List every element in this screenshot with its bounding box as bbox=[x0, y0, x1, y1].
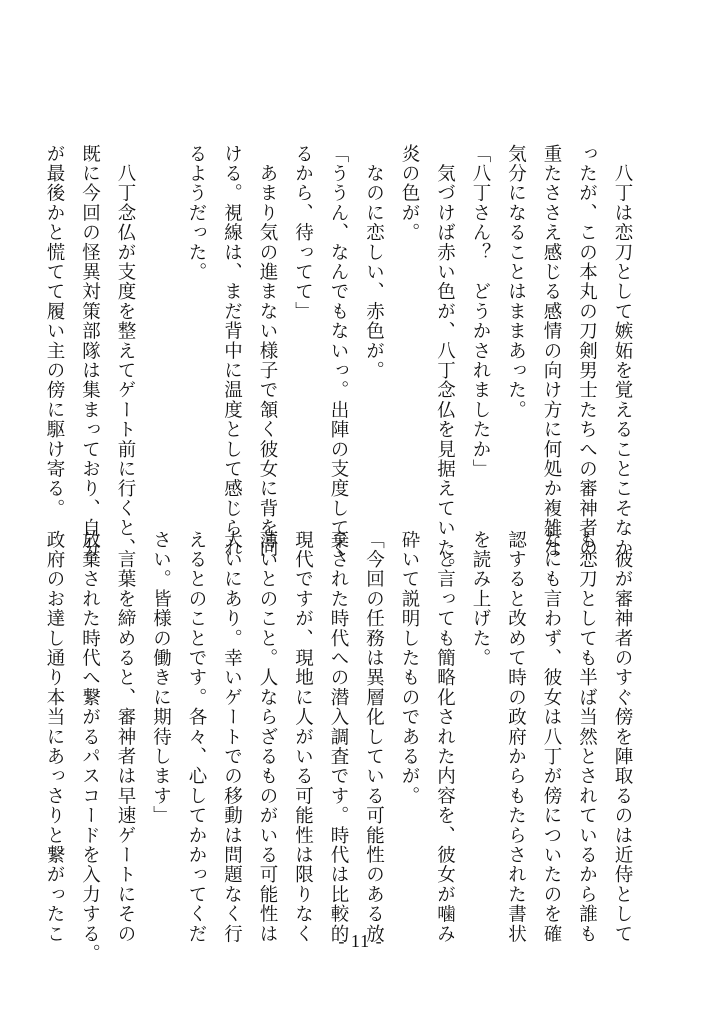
text-line: るから、待ってて」 bbox=[292, 144, 314, 322]
text-line: 言葉を締めると、審神者は早速ゲートにその bbox=[115, 530, 136, 944]
upper-text-block bbox=[44, 144, 640, 578]
text-line: 棄された時代への潜入調査です。時代は比較的 bbox=[328, 530, 349, 944]
text-line: 放棄された時代へ繋がるパスコードを入力する。 bbox=[79, 530, 101, 964]
text-line: 気づけば赤い色が、八丁念仏を見据えていた。 bbox=[434, 144, 456, 578]
text-line: 砕いて説明したものであるが。 bbox=[399, 530, 420, 806]
text-line bbox=[143, 144, 179, 506]
text-line: と言っても簡略化された内容を、彼女が噛み bbox=[434, 530, 456, 944]
text-line: 気分になることはままあった。 bbox=[505, 144, 527, 420]
text-line: ったが、この本丸の刀剣男士たちへの審神者の bbox=[576, 144, 598, 558]
text-line: 八丁は恋刀として嫉妬を覚えることこそなか bbox=[612, 144, 633, 558]
text-line: なのに恋しい、赤色が。 bbox=[363, 144, 385, 381]
text-line: 重たささえ感じる感情の向け方に何処か複雑な bbox=[541, 144, 562, 558]
text-line: あまり気の進まない様子で頷く彼女に背を向 bbox=[257, 144, 278, 558]
text-line: 「八丁さん？ どうかされましたか」 bbox=[470, 144, 491, 479]
text-line: 大いにあり。幸いゲートでの移動は問題なく行 bbox=[221, 530, 243, 944]
text-line: るようだった。 bbox=[186, 144, 207, 282]
text-line: 炎の色が。 bbox=[399, 144, 420, 243]
text-line: さい。皆様の働きに期待します」 bbox=[150, 530, 172, 826]
text-line: 政府のお達し通り本当にあっさりと繋がったこ bbox=[44, 530, 65, 944]
text-line: 彼が審神者のすぐ傍を陣取るのは近侍として bbox=[612, 530, 633, 944]
text-line: 現代ですが、現地に人がいる可能性は限りなく bbox=[292, 530, 314, 944]
text-line: 「今回の任務は異層化している可能性のある放 bbox=[363, 530, 385, 944]
page-number: - 11 - bbox=[338, 931, 383, 951]
text-line: 「ううん、なんでもないっ。出陣の支度してく bbox=[328, 144, 349, 558]
text-line: ける。視線は、まだ背中に温度として感じられ bbox=[221, 144, 243, 558]
text-line: なにも言わず、彼女は八丁が傍についたのを確 bbox=[541, 530, 562, 944]
text-line: を読み上げた。 bbox=[470, 530, 491, 668]
text-line: 認すると改めて時の政府からもたらされた書状 bbox=[505, 530, 527, 944]
text-line: も恋刀としても半ば当然とされているから誰も bbox=[576, 530, 598, 944]
text-line: 薄いとのこと。人ならざるものがいる可能性は bbox=[257, 530, 278, 944]
text-line: が最後かと慌てて履い主の傍に駆け寄る。 bbox=[44, 144, 65, 519]
text-line: えるとのことです。各々、心してかかってくだ bbox=[186, 530, 207, 944]
text-line: 既に今回の怪異対策部隊は集まっており、自分 bbox=[79, 144, 101, 558]
text-line: 八丁念仏が支度を整えてゲート前に行くと、 bbox=[115, 144, 136, 558]
